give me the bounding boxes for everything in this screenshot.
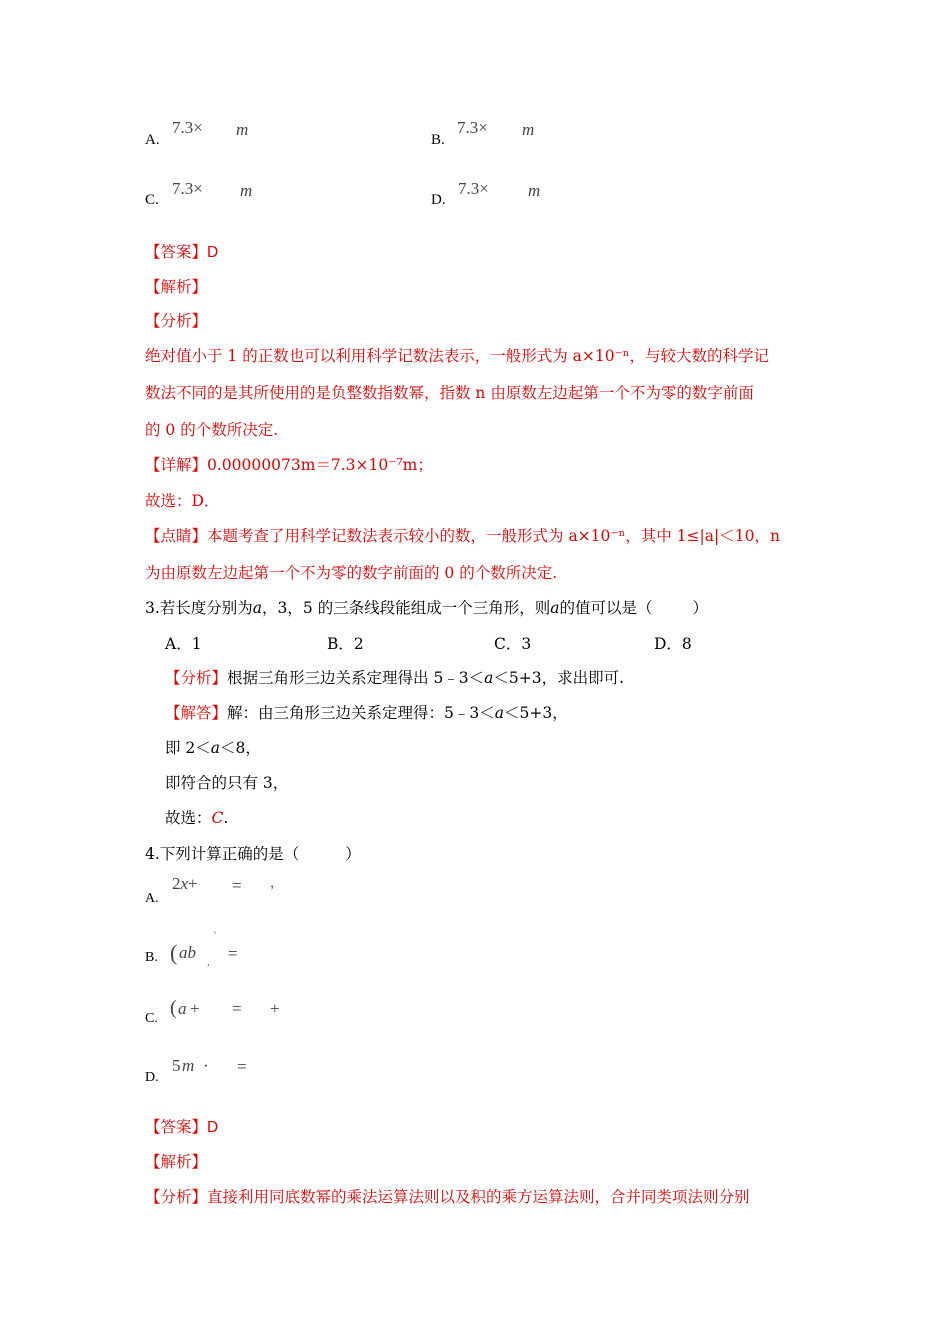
q4-c-plus-2: + xyxy=(270,999,280,1018)
q4-answer-value: D xyxy=(207,1119,219,1136)
q2-dianjing-tag: 【点睛】 xyxy=(145,527,208,545)
q4-b-equals: = xyxy=(228,944,238,963)
q4-c-equals: = xyxy=(232,999,242,1018)
q2-choose: 故选：D． xyxy=(145,492,220,510)
q3-stem-close: ） xyxy=(692,599,708,617)
q4-d-dot: · xyxy=(203,1056,209,1075)
q2-answer-line xyxy=(145,240,218,262)
q3-jieda-line xyxy=(165,701,568,723)
q2-option-c-coef: 7.3× xyxy=(172,179,203,198)
q4-b-sub-mark: , xyxy=(207,957,211,968)
q3-stem-mid: ，3，5 的三条线段能组成一个三角形，则 xyxy=(262,599,551,617)
q4-fenxi-tag: 【分析】 xyxy=(145,1188,208,1206)
q4-stem-text: 4.下列计算正确的是（ xyxy=(145,845,300,863)
q4-fenxi-line xyxy=(145,1185,750,1207)
q3-jieda-var-a: a xyxy=(494,704,504,722)
q3-jieda-tag: 【解答】 xyxy=(165,704,228,722)
q4-a-plus: + xyxy=(188,874,198,893)
q4-answer-tag: 【答案】 xyxy=(145,1118,208,1136)
q4-b-paren: ( xyxy=(170,940,178,965)
q4-a-tail: ， xyxy=(270,875,284,890)
q2-option-b-label[interactable]: B. xyxy=(431,132,445,148)
q4-option-c-label[interactable]: C. xyxy=(145,1011,158,1026)
q2-answer-value: D xyxy=(207,244,219,261)
q3-line3-post: ＜8， xyxy=(220,739,261,757)
q4-c-paren: ( xyxy=(170,997,177,1019)
q4-analysis-tag: 【解析】 xyxy=(145,1153,208,1171)
q4-b-var: ab xyxy=(179,943,196,962)
q2-option-a-unit: m xyxy=(236,120,249,139)
q2-fenxi-line-2: 数法不同的是其所使用的是负整数指数幂，指数 n 由原数左边起第一个不为零的数字前面 xyxy=(145,384,754,402)
q4-a-coef: 2 xyxy=(172,874,181,893)
q3-option-d[interactable]: D．8 xyxy=(654,635,692,653)
q2-option-d-label[interactable]: D. xyxy=(431,192,446,208)
q2-detail-text: 0.00000073m＝7.3×10⁻⁷m； xyxy=(207,456,433,474)
q4-c-var: a xyxy=(178,999,187,1018)
q2-dianjing-text-1: 本题考查了用科学记数法表示较小的数，一般形式为 a×10⁻ⁿ，其中 1≤|a|＜10，n xyxy=(207,527,780,545)
q3-stem-pre: 3.若长度分别为 xyxy=(145,599,253,617)
q3-option-a[interactable]: A．1 xyxy=(165,635,202,653)
q4-fenxi-text: 直接利用同底数幂的乘法运算法则以及积的乘方运算法则，合并同类项法则分别 xyxy=(207,1188,750,1206)
q4-c-plus: + xyxy=(190,999,200,1018)
q2-option-c-unit: m xyxy=(240,181,253,200)
q2-detail-tag: 【详解】 xyxy=(145,456,208,474)
q3-jieda-post: ＜5+3， xyxy=(504,704,568,722)
q4-d-equals: = xyxy=(237,1057,247,1076)
q4-a-var: x xyxy=(180,874,189,893)
q2-fenxi-line-1: 绝对值小于 1 的正数也可以利用科学记数法表示，一般形式为 a×10⁻ⁿ，与较大数的科学记 xyxy=(145,347,769,365)
q4-a-equals: = xyxy=(232,876,242,895)
q3-option-b[interactable]: B．2 xyxy=(327,635,364,653)
q4-b-exponent-mark: ˋ xyxy=(213,932,218,943)
q2-fenxi-line-3: 的 0 的个数所决定. xyxy=(145,421,279,439)
q2-fenxi-tag: 【分析】 xyxy=(145,312,208,330)
q4-d-coef: 5 xyxy=(172,1056,181,1075)
q3-var-a: a xyxy=(252,599,263,617)
q3-line3-pre: 即 2＜ xyxy=(165,739,211,757)
q3-jieda-pre: 解：由三角形三边关系定理得：5﹣3＜ xyxy=(227,704,495,722)
q3-fenxi-pre: 根据三角形三边关系定理得出 5﹣3＜ xyxy=(227,669,485,687)
q3-choose-pre: 故选： xyxy=(165,809,212,827)
q3-choose-value: C xyxy=(211,809,224,827)
q3-stem xyxy=(145,596,708,618)
q3-stem-post: 的值可以是（ xyxy=(559,599,653,617)
q3-option-c[interactable]: C．3 xyxy=(494,635,532,653)
q2-detail-line xyxy=(145,453,433,475)
q2-option-d-coef: 7.3× xyxy=(458,179,489,198)
q3-choose-line xyxy=(165,806,228,828)
q3-choose-post: . xyxy=(223,809,229,827)
q4-stem-close: ） xyxy=(345,845,361,863)
q2-analysis-tag: 【解析】 xyxy=(145,278,208,296)
q4-option-a-expr xyxy=(172,874,198,894)
q2-dianjing-line-1 xyxy=(145,524,780,546)
q2-option-b-unit: m xyxy=(522,120,535,139)
q3-fenxi-var-a: a xyxy=(484,669,494,687)
q3-fenxi-tag: 【分析】 xyxy=(165,669,228,687)
q4-option-d-label[interactable]: D. xyxy=(145,1070,159,1085)
q2-option-b-coef: 7.3× xyxy=(457,118,488,137)
q4-option-a-label[interactable]: A. xyxy=(145,891,159,906)
q3-fenxi-post: ＜5+3，求出即可. xyxy=(493,669,625,687)
q3-line-3 xyxy=(165,736,261,758)
q4-option-b-label[interactable]: B. xyxy=(145,950,158,965)
q2-option-a-coef: 7.3× xyxy=(172,118,203,137)
q2-answer-tag: 【答案】 xyxy=(145,243,208,261)
q3-fenxi-line xyxy=(165,666,624,688)
q4-answer-line xyxy=(145,1115,218,1137)
q2-option-c-label[interactable]: C. xyxy=(145,192,159,208)
q4-stem xyxy=(145,842,361,864)
q3-line3-var-a: a xyxy=(210,739,221,757)
q2-option-a-label[interactable]: A. xyxy=(145,132,160,148)
q3-var-a-2: a xyxy=(550,599,560,617)
q2-option-d-unit: m xyxy=(528,181,541,200)
q3-line-4: 即符合的只有 3， xyxy=(165,774,289,792)
q4-d-var: m xyxy=(182,1056,195,1075)
q2-dianjing-line-2: 为由原数左边起第一个不为零的数字前面的 0 的个数所决定. xyxy=(145,564,558,582)
